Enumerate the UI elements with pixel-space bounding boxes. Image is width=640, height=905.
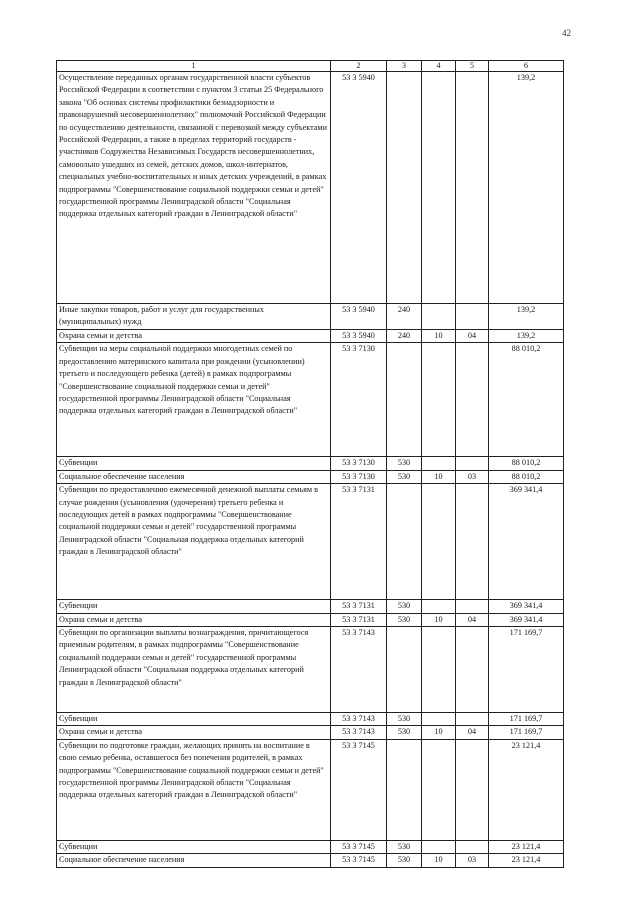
row-section: [422, 304, 456, 330]
table-row: [57, 470, 564, 483]
row-subsection: [456, 600, 489, 613]
row-name: Субвенции по подготовке граждан, желающих принять на воспитание в свою семью ребенка, оставшегося без попечения родителей, в рамках подпрограммы "Совершенствование социальной поддержки семьи и детей" государственной программы Ленинградской области "Социальная поддержка отдельных категорий граждан в Ленинградской области": [57, 739, 331, 840]
row-subsection: [456, 457, 489, 470]
column-header: 1: [57, 61, 331, 72]
row-section: [422, 343, 456, 457]
row-section: [422, 713, 456, 726]
row-expense-type: [387, 343, 422, 457]
page-number: 42: [562, 28, 571, 38]
row-target-code: 53 3 5940: [331, 304, 387, 330]
row-expense-type: 530: [387, 713, 422, 726]
row-target-code: 53 3 7143: [331, 627, 387, 713]
row-amount: 369 341,4: [489, 484, 564, 600]
row-subsection: 03: [456, 470, 489, 483]
table-row: [57, 457, 564, 470]
row-amount: 88 010,2: [489, 343, 564, 457]
row-expense-type: 530: [387, 854, 422, 867]
row-name: Субвенции по предоставлению ежемесячной денежной выплаты семьям в случае рождения (усыновления (удочерения) третьего ребенка и последующих детей в рамках подпрограммы "Совершенствование социальной поддержки семьи и детей" государственной программы Ленинградской области "Социальная поддержка отдельных категорий граждан в Ленинградской области": [57, 484, 331, 600]
table-row: [57, 739, 564, 840]
row-subsection: 04: [456, 613, 489, 626]
table-row: [57, 613, 564, 626]
row-section: [422, 457, 456, 470]
row-amount: 369 341,4: [489, 613, 564, 626]
row-name: Субвенции: [57, 713, 331, 726]
row-amount: 171 169,7: [489, 627, 564, 713]
row-section: [422, 600, 456, 613]
table-row: [57, 840, 564, 853]
table-header-row: [57, 61, 564, 72]
row-amount: 139,2: [489, 330, 564, 343]
row-amount: 171 169,7: [489, 713, 564, 726]
row-expense-type: 240: [387, 330, 422, 343]
row-target-code: 53 3 7145: [331, 739, 387, 840]
row-subsection: [456, 304, 489, 330]
row-section: [422, 72, 456, 304]
row-subsection: 04: [456, 726, 489, 739]
row-subsection: 03: [456, 854, 489, 867]
column-header: 3: [387, 61, 422, 72]
row-target-code: 53 3 7130: [331, 470, 387, 483]
row-expense-type: [387, 484, 422, 600]
column-header: 2: [331, 61, 387, 72]
row-target-code: 53 3 7131: [331, 484, 387, 600]
column-header: 6: [489, 61, 564, 72]
column-header: 5: [456, 61, 489, 72]
row-amount: 23 121,4: [489, 840, 564, 853]
row-amount: 23 121,4: [489, 854, 564, 867]
row-name: Социальное обеспечение населения: [57, 854, 331, 867]
row-subsection: [456, 627, 489, 713]
table-row: [57, 627, 564, 713]
row-name: Субвенции: [57, 457, 331, 470]
row-subsection: [456, 713, 489, 726]
row-subsection: [456, 72, 489, 304]
row-amount: 139,2: [489, 304, 564, 330]
row-section: 10: [422, 330, 456, 343]
row-name: Субвенции на меры социальной поддержки многодетных семей по предоставлению материнского капитала при рождении (усыновлении) третьего и последующего ребенка (детей) в рамках подпрограммы "Совершенствование социальной поддержки семьи и детей" государственной программы Ленинградской области "Социальная поддержка отдельных категорий граждан в Ленинградской области": [57, 343, 331, 457]
row-amount: 171 169,7: [489, 726, 564, 739]
row-target-code: 53 3 7130: [331, 343, 387, 457]
table-row: [57, 484, 564, 600]
row-target-code: 53 3 7143: [331, 726, 387, 739]
row-name: Субвенции по организации выплаты вознаграждения, причитающегося приемным родителям, в рамках подпрограммы "Совершенствование социальной поддержки семьи и детей" государственной программы Ленинградской области "Социальная поддержка отдельных категорий граждан в Ленинградской области": [57, 627, 331, 713]
budget-table: [56, 60, 564, 868]
row-subsection: [456, 840, 489, 853]
row-section: 10: [422, 854, 456, 867]
row-amount: 369 341,4: [489, 600, 564, 613]
row-target-code: 53 3 7143: [331, 713, 387, 726]
row-subsection: [456, 739, 489, 840]
row-section: 10: [422, 726, 456, 739]
table-row: [57, 713, 564, 726]
row-expense-type: [387, 72, 422, 304]
table-row: [57, 600, 564, 613]
row-expense-type: 530: [387, 470, 422, 483]
row-expense-type: 530: [387, 457, 422, 470]
row-name: Охрана семьи и детства: [57, 330, 331, 343]
column-header: 4: [422, 61, 456, 72]
row-amount: 88 010,2: [489, 470, 564, 483]
row-expense-type: 240: [387, 304, 422, 330]
row-name: Охрана семьи и детства: [57, 613, 331, 626]
row-subsection: [456, 484, 489, 600]
row-expense-type: [387, 739, 422, 840]
row-amount: 23 121,4: [489, 739, 564, 840]
table-row: [57, 726, 564, 739]
row-name: Охрана семьи и детства: [57, 726, 331, 739]
row-target-code: 53 3 7131: [331, 613, 387, 626]
table-row: [57, 343, 564, 457]
row-target-code: 53 3 7131: [331, 600, 387, 613]
row-amount: 88 010,2: [489, 457, 564, 470]
row-name: Социальное обеспечение населения: [57, 470, 331, 483]
row-section: [422, 627, 456, 713]
table-row: [57, 330, 564, 343]
row-subsection: [456, 343, 489, 457]
row-name: Осуществление переданных органам государственной власти субъектов Российской Федерации в соответствии с пунктом 3 статьи 25 Федерального закона "Об основах системы профилактики безнадзорности и правонарушений несовершеннолетних" полномочий Российской Федерации по осуществлению деятельности, связанной с перевозкой между субъектами Российской Федерации, а также в пределах территорий государств - участников Содружества Независимых Государств несовершеннолетних, самовольно ушедших из семей, детских домов, школ-интернатов, специальных учебно-воспитательных и иных детских учреждений, в рамках подпрограммы "Совершенствование социальной поддержки семьи и детей" государственной программы Ленинградской области "Социальная поддержка отдельных категорий граждан в Ленинградской области": [57, 72, 331, 304]
row-section: 10: [422, 613, 456, 626]
row-target-code: 53 3 7130: [331, 457, 387, 470]
row-amount: 139,2: [489, 72, 564, 304]
table-row: [57, 304, 564, 330]
row-name: Субвенции: [57, 600, 331, 613]
row-name: Иные закупки товаров, работ и услуг для государственных (муниципальных) нужд: [57, 304, 331, 330]
table-row: [57, 72, 564, 304]
row-target-code: 53 3 5940: [331, 72, 387, 304]
row-target-code: 53 3 7145: [331, 840, 387, 853]
row-subsection: 04: [456, 330, 489, 343]
row-section: [422, 739, 456, 840]
row-target-code: 53 3 7145: [331, 854, 387, 867]
table-row: [57, 854, 564, 867]
row-section: [422, 484, 456, 600]
row-name: Субвенции: [57, 840, 331, 853]
row-expense-type: 530: [387, 840, 422, 853]
row-target-code: 53 3 5940: [331, 330, 387, 343]
row-expense-type: [387, 627, 422, 713]
row-section: 10: [422, 470, 456, 483]
row-expense-type: 530: [387, 726, 422, 739]
row-expense-type: 530: [387, 613, 422, 626]
row-expense-type: 530: [387, 600, 422, 613]
row-section: [422, 840, 456, 853]
